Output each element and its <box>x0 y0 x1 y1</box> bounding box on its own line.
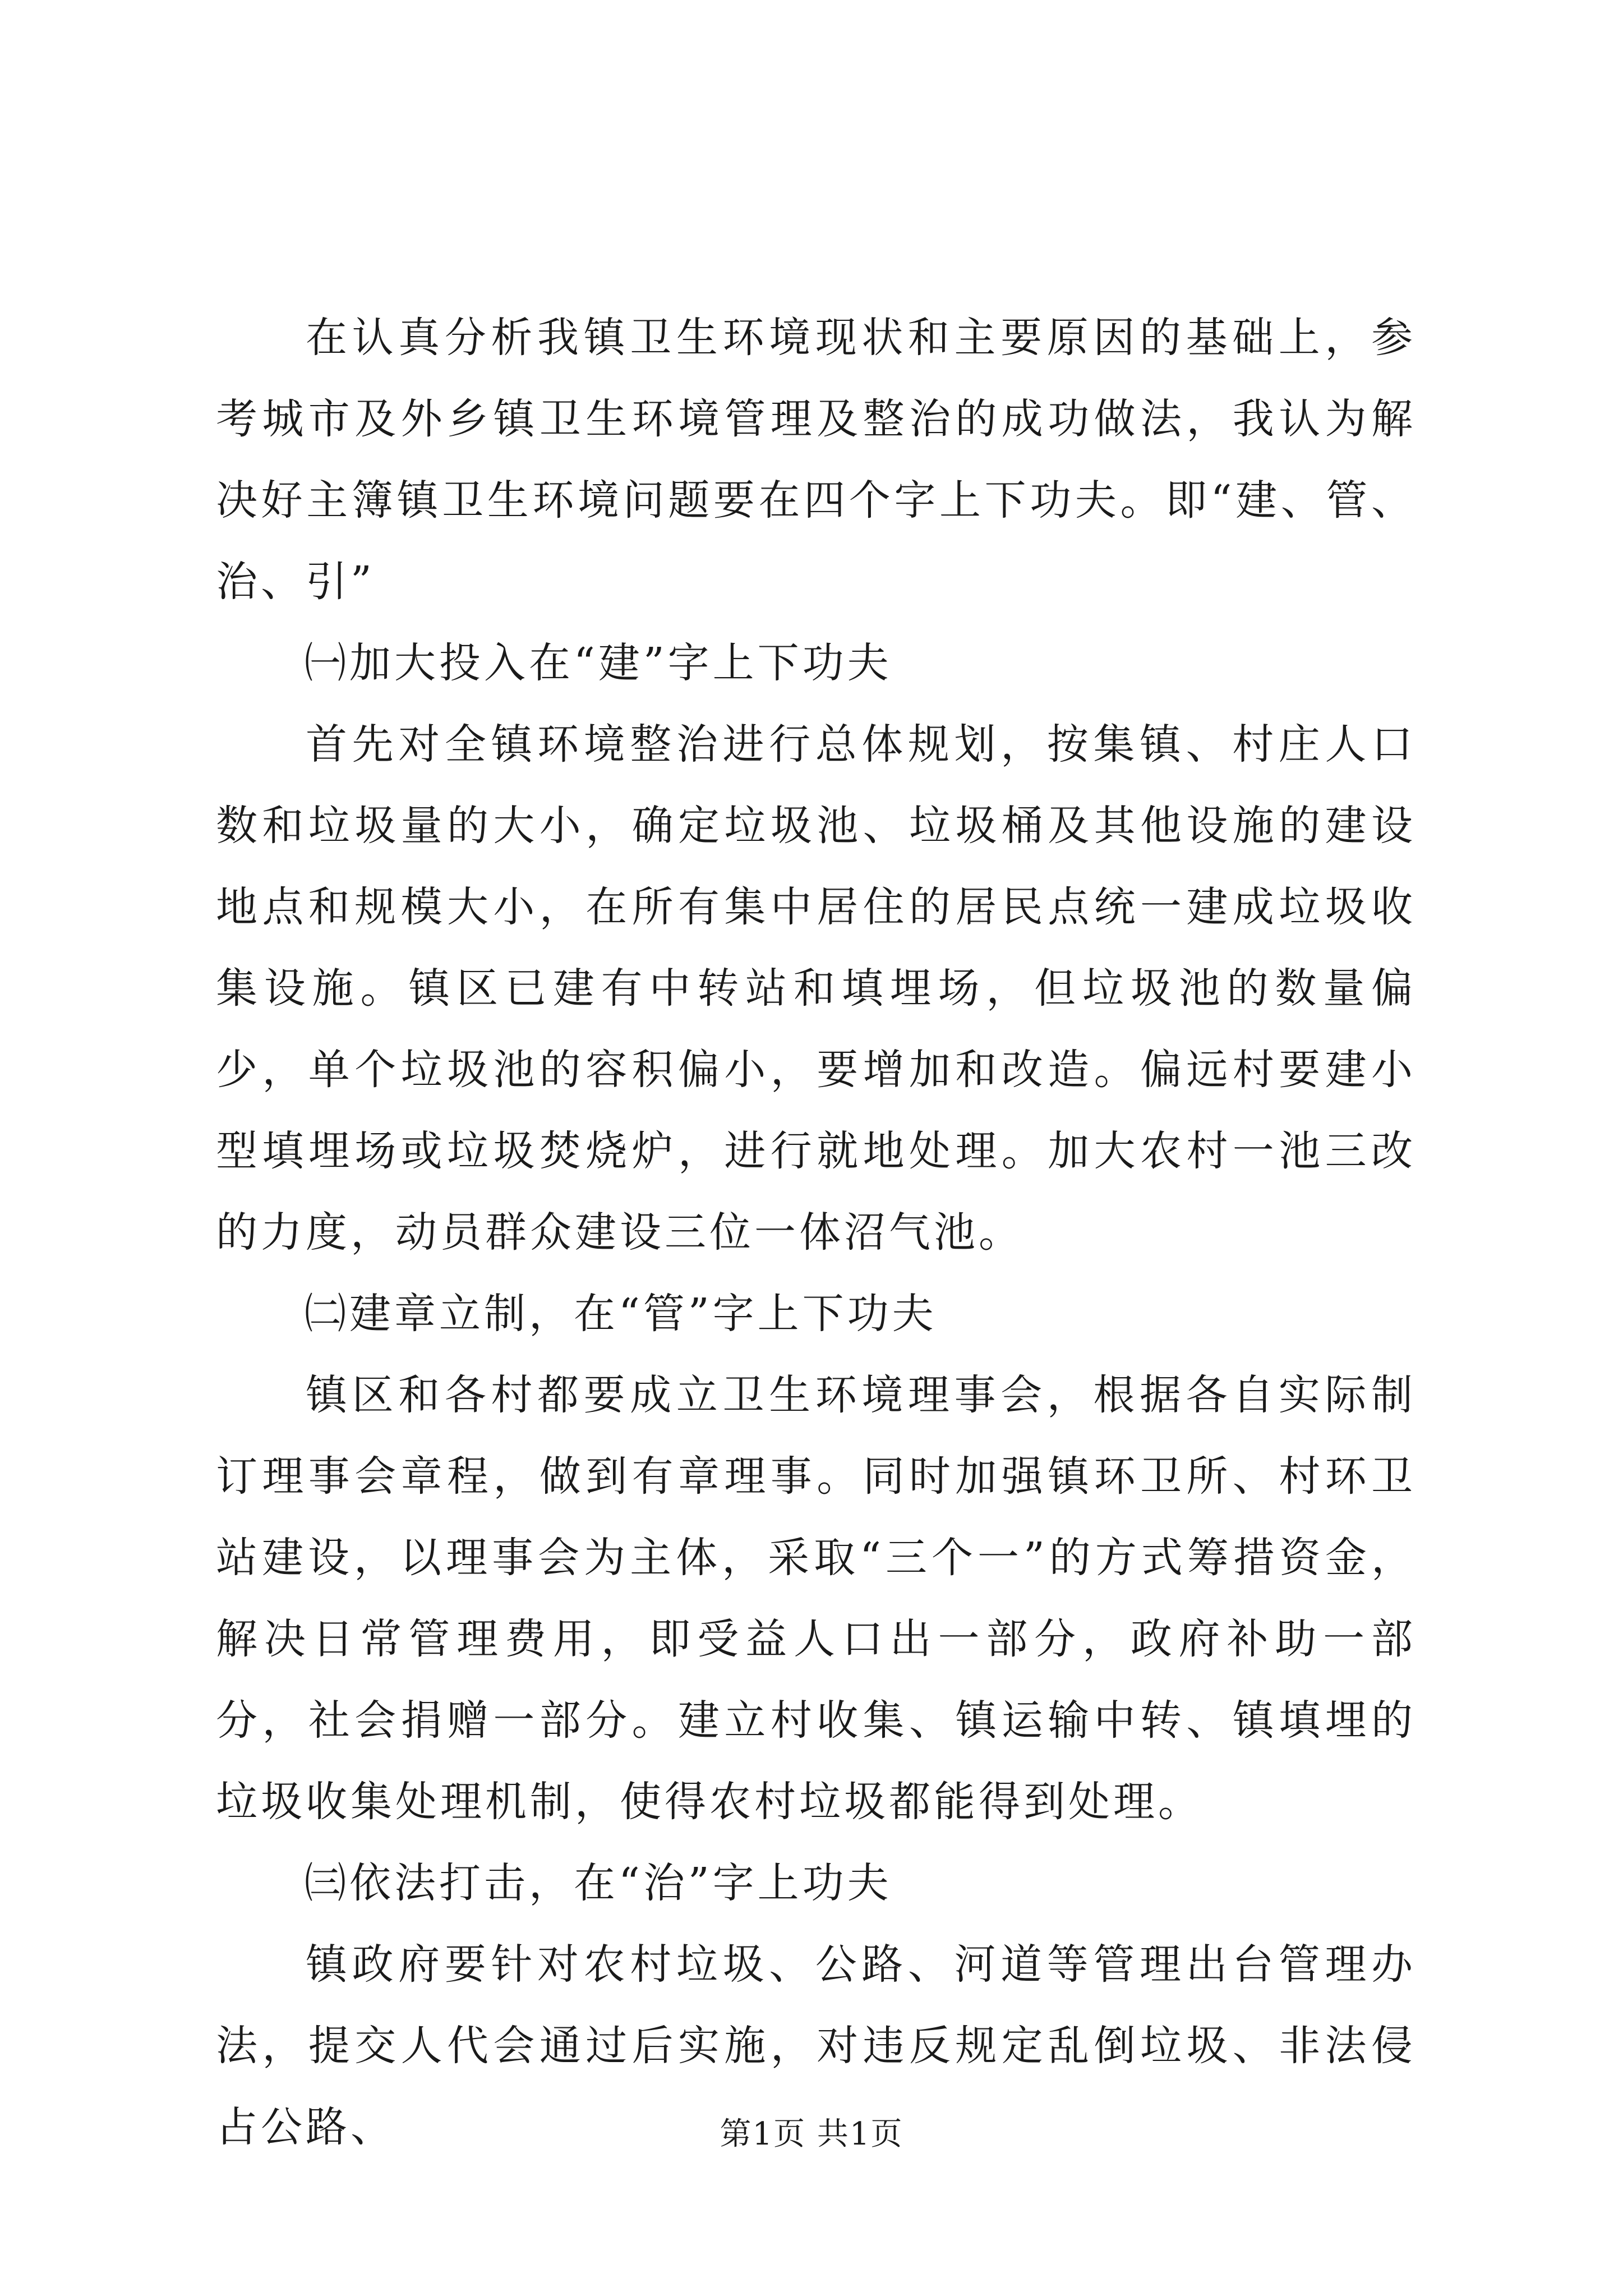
section-heading-1: ㈠加大投入在“建”字上下功夫 <box>305 639 892 687</box>
page-footer: 第1页 共1页 <box>720 2116 903 2152</box>
section-heading-2: ㈡建章立制，在“管”字上下功夫 <box>305 1290 937 1338</box>
intro-paragraph: 在认真分析我镇卫生环境现状和主要原因的基础上，参考城市及外乡镇卫生环境管理及整治的成功做法，我认为解决好主簿镇卫生环境问题要在四个字上下功夫。即“建、管、治、引” <box>216 314 1416 606</box>
document-body <box>216 297 1416 2168</box>
section-heading-3: ㈢依法打击，在“治”字上功夫 <box>305 1859 892 1907</box>
section-1-paragraph: 首先对全镇环境整治进行总体规划，按集镇、村庄人口数和垃圾量的大小，确定垃圾池、垃圾桶及其他设施的建设地点和规模大小，在所有集中居住的居民点统一建成垃圾收集设施。镇区已建有中转站和填埋场，但垃圾池的数量偏少，单个垃圾池的容积偏小，要增加和改造。偏远村要建小型填埋场或垃圾焚烧炉，进行就地处理。加大农村一池三改的力度，动员群众建设三位一体沼气池。 <box>216 720 1416 1257</box>
section-3-paragraph: 镇政府要针对农村垃圾、公路、河道等管理出台管理办法，提交人代会通过后实施，对违反规定乱倒垃圾、非法侵占公路、 <box>216 1940 1416 2151</box>
section-2-paragraph: 镇区和各村都要成立卫生环境理事会，根据各自实际制订理事会章程，做到有章理事。同时加强镇环卫所、村环卫站建设，以理事会为主体，采取“三个一”的方式筹措资金，解决日常管理费用，即受益人口出一部分，政府补助一部分，社会捐赠一部分。建立村收集、镇运输中转、镇填埋的垃圾收集处理机制，使得农村垃圾都能得到处理。 <box>216 1371 1416 1826</box>
